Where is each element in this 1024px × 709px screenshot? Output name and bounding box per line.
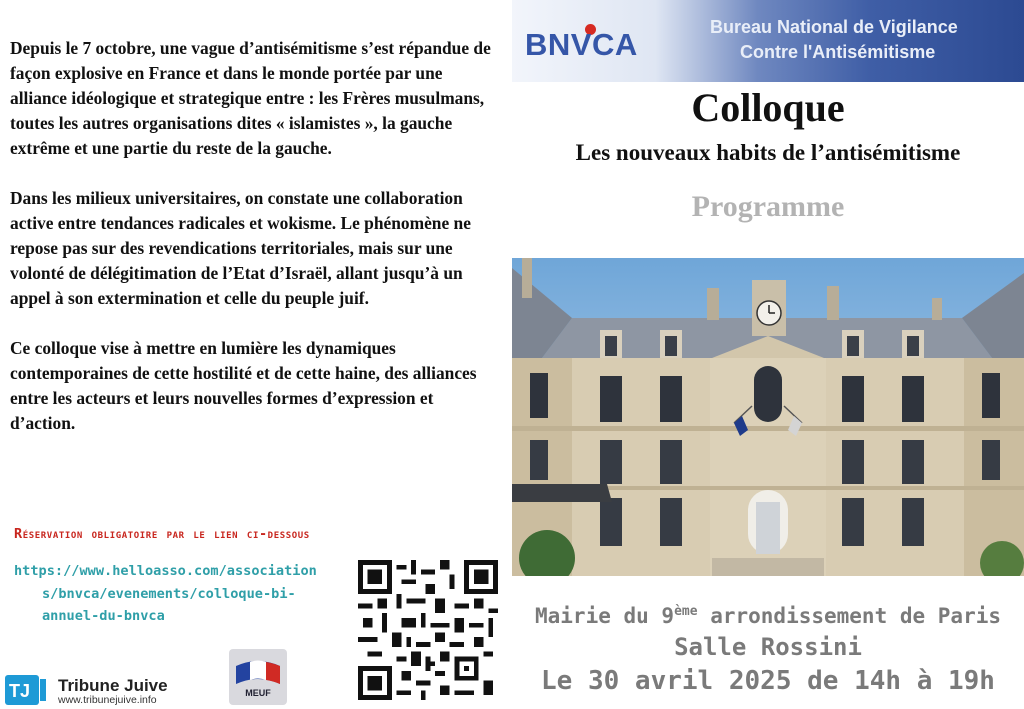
meuf-logo	[228, 648, 288, 706]
tribune-juive-name: Tribune Juive	[58, 676, 168, 695]
room-name: Salle Rossini	[674, 633, 862, 661]
paragraph-universities: Dans les milieux universitaires, on constate une collaboration active entre tendances radicales et wokisme. Le phénomène ne repose pas sur des revendications territoriales, mais sur une volonté de délégitimation de l’Etat d’Israël, allant jusqu’à un appel à son extermination et celle du peuple juif.	[10, 188, 471, 308]
event-subtitle: Les nouveaux habits de l’antisémitisme	[575, 140, 961, 165]
reservation-notice	[14, 526, 310, 542]
tj-logo-text: TJ	[9, 681, 31, 701]
qr-code[interactable]	[358, 560, 498, 700]
town-hall-photo	[512, 258, 1024, 576]
tribune-juive-logo	[5, 675, 47, 705]
link-line-3[interactable]: annuel-du-bnvca	[42, 608, 165, 624]
banner-line-1: Bureau National de Vigilance	[710, 17, 958, 37]
event-title: Colloque	[691, 85, 845, 130]
venue-prefix: Mairie du 9	[535, 604, 675, 628]
link-line-2[interactable]: s/bnvca/evenements/colloque-bi-	[42, 585, 296, 602]
bnvca-logo: BNVCA	[525, 27, 638, 62]
banner-line-2: Contre l'Antisémitisme	[740, 42, 936, 62]
programme-heading: Programme	[691, 190, 845, 223]
venue-suffix: arrondissement de Paris	[697, 604, 1001, 628]
event-date: Le 30 avril 2025 de 14h à 19h	[541, 666, 995, 696]
intro-text	[10, 36, 500, 461]
meuf-logo-text: MEUF	[245, 688, 271, 698]
reservation-link[interactable]	[14, 560, 350, 628]
link-line-1[interactable]: https://www.helloasso.com/association	[14, 563, 317, 579]
paragraph-context: Depuis le 7 octobre, une vague d’antisémitisme s’est répandue de façon explosive en France et dans le monde portée par une alliance idéologique et strategique entre : les Frères musulmans, toutes les autres organisations dites « islamistes », la gauche extrême et une partie du reste de la gauche.	[10, 38, 491, 158]
venue-ordinal: ème	[674, 604, 698, 619]
paragraph-objective: Ce colloque vise à mettre en lumière les dynamiques contemporaines de cette hostilité et de cette haine, des alliances entre les acteurs et leurs nouvelles formes d’expression et d’action.	[10, 338, 477, 433]
tribune-juive-url: www.tribunejuive.info	[58, 694, 157, 706]
reservation-text: Réservation obligatoire par le lien ci-dessous	[14, 526, 310, 542]
venue-line	[512, 604, 1024, 628]
